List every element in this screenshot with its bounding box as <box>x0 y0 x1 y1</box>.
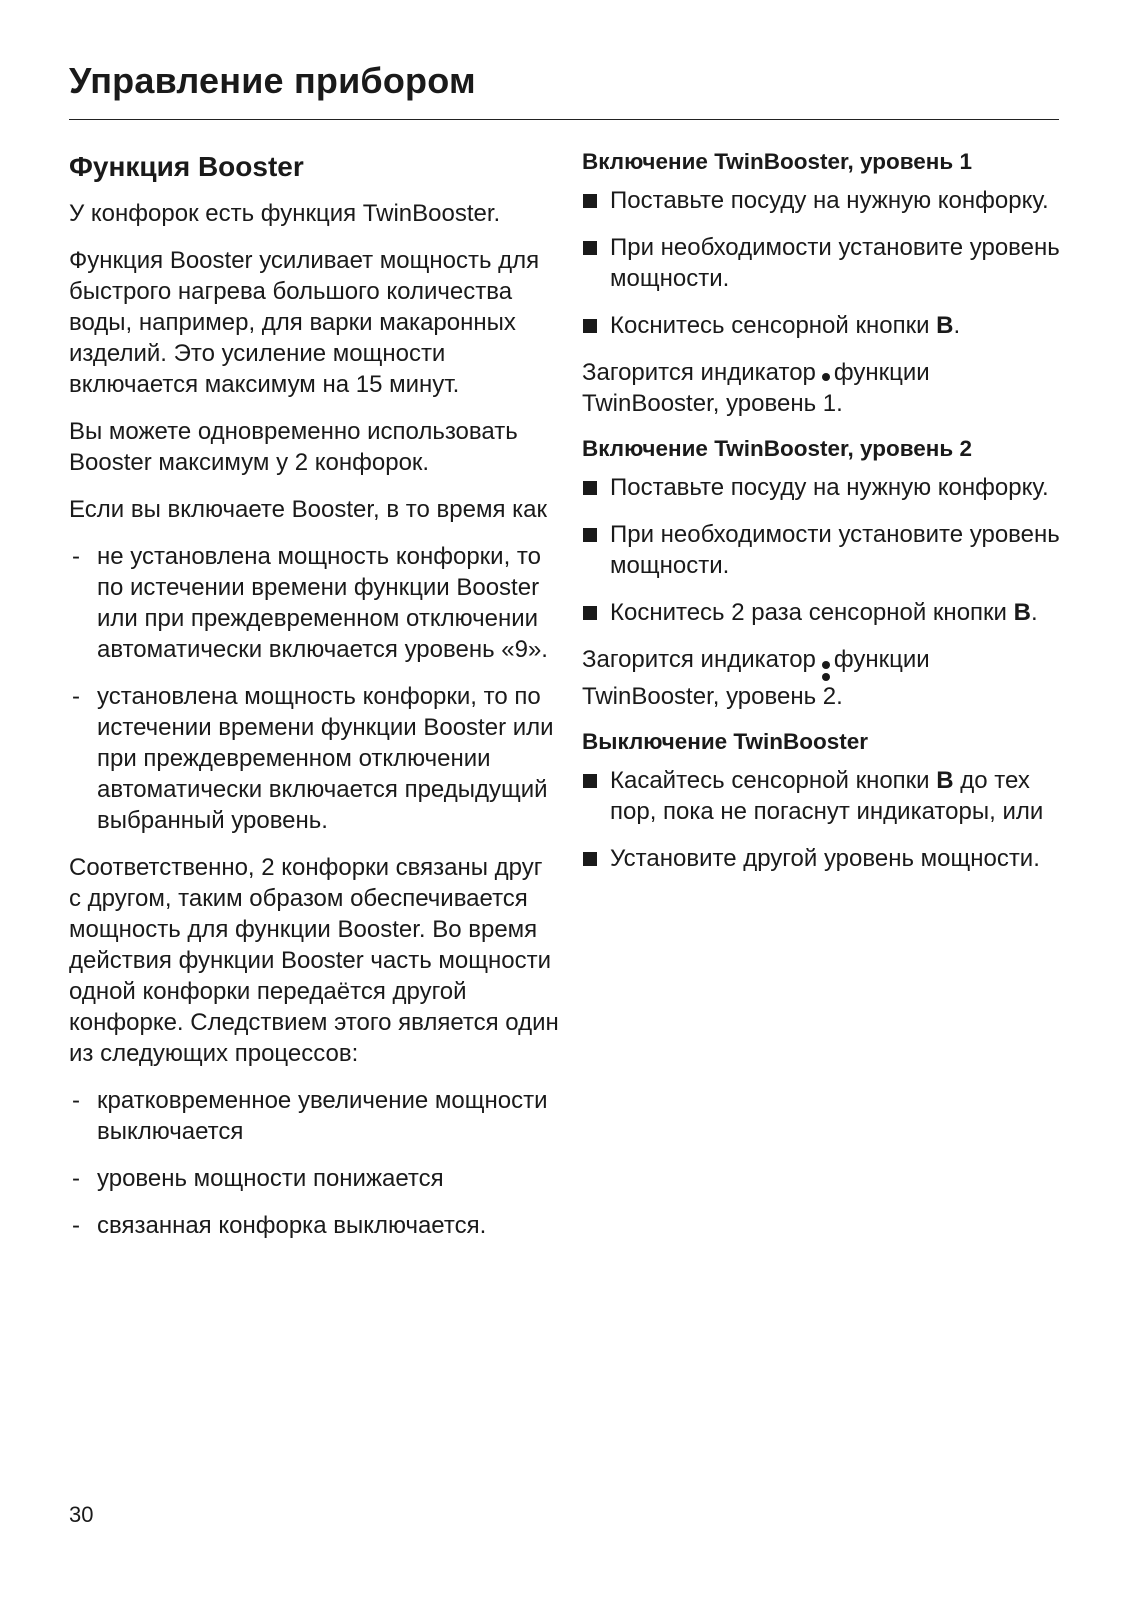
dash-bullet: - <box>72 1087 80 1114</box>
step-text: При необходимости установите уровень мощности. <box>610 234 1060 292</box>
booster-description: Функция Booster усиливает мощность для быстрого нагрева большого количества воды, например, для варки макаронных изделий. Это усиление мощности включается максимум на 15 минут. <box>69 247 540 398</box>
double-dot-indicator-icon <box>822 661 830 681</box>
dash-bullet: - <box>72 1212 80 1239</box>
square-bullet-icon <box>583 194 597 208</box>
step-text-end: до тех пор, пока не погаснут индикаторы, или <box>610 767 1044 825</box>
list-item <box>69 1085 559 1147</box>
booster-limit-paragraph: Вы можете одновременно использовать Booster максимум у 2 конфорок. <box>69 418 518 476</box>
step-item <box>582 310 1062 341</box>
list-item <box>69 1163 559 1194</box>
left-column <box>69 142 559 1257</box>
step-item <box>582 472 1062 503</box>
off-steps <box>582 765 1062 874</box>
square-bullet-icon <box>583 241 597 255</box>
level2-steps <box>582 472 1062 628</box>
square-bullet-icon <box>583 528 597 542</box>
step-item <box>582 232 1062 294</box>
dash-bullet: - <box>72 543 80 570</box>
step-item <box>582 597 1062 628</box>
list-item-text: не установлена мощность конфорки, то по истечении времени функции Booster или при преждевременном отключении автоматически включается уровень «9». <box>97 543 548 663</box>
single-dot-indicator-icon <box>822 373 830 381</box>
square-bullet-icon <box>583 481 597 495</box>
condition-list <box>69 541 559 836</box>
step-item <box>582 843 1062 874</box>
key-b-label: B <box>936 767 954 794</box>
list-item <box>69 541 559 665</box>
level2-heading: Включение TwinBooster, уровень 2 <box>582 436 972 461</box>
list-item-text: уровень мощности понижается <box>97 1165 444 1192</box>
page-number: 30 <box>69 1502 94 1527</box>
step-text-end: . <box>1030 599 1038 626</box>
coupling-paragraph: Соответственно, 2 конфорки связаны друг с другом, таким образом обеспечивается мощность для функции Booster. Во время действия функции Booster часть мощности одной конфорки передаётся другой конфорке. Следствием этого является один из следующих процессов: <box>69 854 559 1067</box>
intro-paragraph: У конфорок есть функция TwinBooster. <box>69 200 501 227</box>
page-title: Управление прибором <box>69 60 476 101</box>
square-bullet-icon <box>583 319 597 333</box>
step-item <box>582 765 1062 827</box>
level1-result <box>582 357 1062 419</box>
level2-result <box>582 644 1062 712</box>
process-list <box>69 1085 559 1241</box>
step-text: Установите другой уровень мощности. <box>610 845 1040 872</box>
step-text: Поставьте посуду на нужную конфорку. <box>610 474 1049 501</box>
key-b-label: B <box>936 312 954 339</box>
right-column <box>582 142 1062 890</box>
step-text: Коснитесь сенсорной кнопки <box>610 312 937 339</box>
step-text: Поставьте посуду на нужную конфорку. <box>610 187 1049 214</box>
level1-heading: Включение TwinBooster, уровень 1 <box>582 149 972 174</box>
result-text: Загорится индикатор <box>582 646 816 673</box>
step-text-end: . <box>953 312 961 339</box>
list-item-text: связанная конфорка выключается. <box>97 1212 487 1239</box>
square-bullet-icon <box>583 852 597 866</box>
dash-bullet: - <box>72 1165 80 1192</box>
off-heading: Выключение TwinBooster <box>582 729 868 754</box>
key-b-label: B <box>1013 599 1031 626</box>
result-text: Загорится индикатор <box>582 359 816 386</box>
square-bullet-icon <box>583 606 597 620</box>
result-text-end: функции TwinBooster, уровень 2. <box>582 646 930 710</box>
list-item <box>69 1210 559 1241</box>
dash-bullet: - <box>72 683 80 710</box>
result-text-end: функции TwinBooster, уровень 1. <box>582 359 930 417</box>
level1-steps <box>582 185 1062 341</box>
square-bullet-icon <box>583 774 597 788</box>
condition-paragraph: Если вы включаете Booster, в то время как <box>69 496 547 523</box>
step-text: Коснитесь 2 раза сенсорной кнопки <box>610 599 1014 626</box>
list-item-text: установлена мощность конфорки, то по истечении времени функции Booster или при преждевременном отключении автоматически включается предыдущий выбранный уровень. <box>97 683 554 834</box>
step-text: Касайтесь сенсорной кнопки <box>610 767 937 794</box>
step-item <box>582 185 1062 216</box>
step-text: При необходимости установите уровень мощности. <box>610 521 1060 579</box>
header-rule <box>69 119 1059 120</box>
list-item-text: кратковременное увеличение мощности выключается <box>97 1087 548 1145</box>
section-title: Функция Booster <box>69 151 304 182</box>
list-item <box>69 681 559 836</box>
step-item <box>582 519 1062 581</box>
